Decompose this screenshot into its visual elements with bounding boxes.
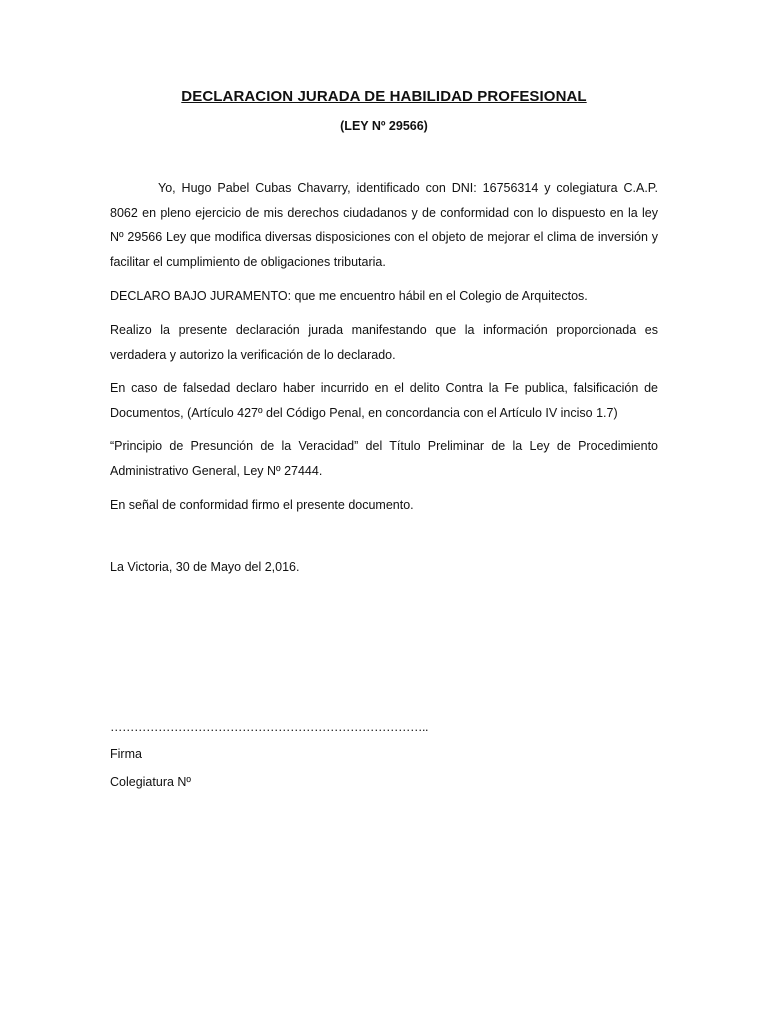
signature-line: …………………………………………………………………….. [110, 720, 428, 734]
colegiatura-label: Colegiatura Nº [110, 775, 191, 789]
paragraph-falsity: En caso de falsedad declaro haber incurrido en el delito Contra la Fe publica, falsificación de Documentos, (Artículo 427º del Código Penal, en concordancia con el Artículo IV inciso 1.7) [110, 381, 658, 420]
paragraph-oath: DECLARO BAJO JURAMENTO: que me encuentro hábil en el Colegio de Arquitectos. [110, 289, 588, 303]
document-title: DECLARACION JURADA DE HABILIDAD PROFESIONAL [181, 88, 587, 105]
paragraph-statement: Realizo la presente declaración jurada manifestando que la información proporcionada es verdadera y autorizo la verificación de lo declarado. [110, 323, 658, 362]
signature-label: Firma [110, 747, 142, 761]
place-date: La Victoria, 30 de Mayo del 2,016. [110, 560, 300, 574]
paragraph-principle: “Principio de Presunción de la Veracidad” del Título Preliminar de la Ley de Procedimiento Administrativo General, Ley Nº 27444. [110, 439, 658, 478]
document-subtitle: (LEY Nº 29566) [340, 119, 428, 133]
paragraph-conformity: En señal de conformidad firmo el presente documento. [110, 498, 414, 512]
paragraph-declarant: Yo, Hugo Pabel Cubas Chavarry, identificado con DNI: 16756314 y colegiatura C.A.P. 8062 en pleno ejercicio de mis derechos ciudadanos y de conformidad con lo dispuesto en la ley Nº 29566 Ley que modifica diversas disposiciones con el objeto de mejorar el clima de inversión y facilitar el cumplimiento de obligaciones tributaria. [110, 181, 658, 269]
